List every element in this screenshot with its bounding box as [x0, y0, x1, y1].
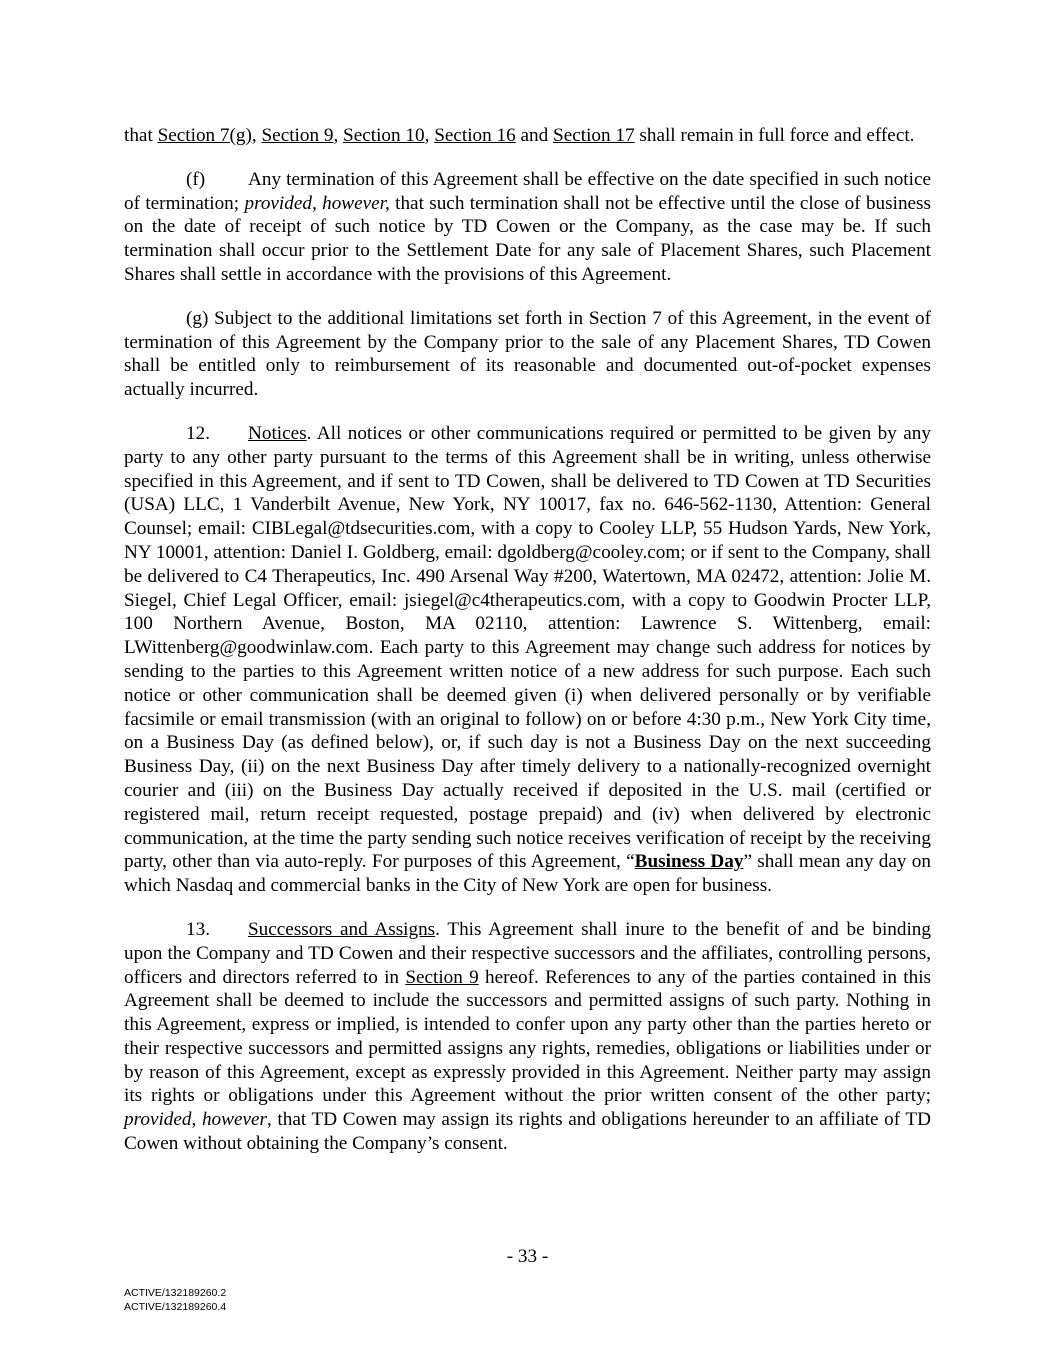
paragraph-label: (f)	[186, 168, 206, 190]
section-reference: Section 9	[261, 125, 334, 146]
section-heading: Successors and Assigns	[248, 918, 436, 940]
section-reference: Section 17	[553, 125, 635, 146]
paragraph-g: (g) Subject to the additional limitations set forth in Section 7 of this Agreement, in the event of termination of this Agreement by the Company prior to the sale of any Placement Shares, TD Cowen shall be entitled only to reimbursement of its reasonable and documented out-of-pocket expenses actually incurred.	[124, 307, 931, 401]
document-id: ACTIVE/132189260.4	[124, 1301, 227, 1313]
section-number: 13.	[186, 918, 210, 940]
section-heading: Notices	[248, 422, 307, 444]
section-reference: Section 7(g)	[157, 125, 252, 146]
continuation-paragraph: that Section 7(g), Section 9, Section 10, Section 16 and Section 17 shall remain in full force and effect.	[124, 125, 915, 146]
section-reference: Section 16	[434, 125, 516, 146]
section-reference: Section 10	[343, 125, 425, 146]
paragraph-f: (f) Any termination of this Agreement shall be effective on the date specified in such notice of termination; provided, however, that such termination shall not be effective until the close of business on the date of receipt of such notice by TD Cowen or the Company, as the case may be. If such termination shall occur prior to the Settlement Date for any sale of Placement Shares, such Placement Shares shall settle in accordance with the provisions of this Agreement.	[124, 168, 931, 285]
section-number: 12.	[186, 422, 210, 444]
page-number: - 33 -	[506, 1246, 549, 1267]
section-12-notices: 12. Notices. All notices or other communications required or permitted to be given by any party to any other party pursuant to the terms of this Agreement shall be in writing, unless otherwise specified in this Agreement, and if sent to TD Cowen, shall be delivered to TD Cowen at TD Securities (USA) LLC, 1 Vanderbilt Avenue, New York, NY 10017, fax no. 646-562-1130, Attention: General Counsel; email: CIBLegal@tdsecurities.com, with a copy to Cooley LLP, 55 Hudson Yards, New York, NY 10001, attention: Daniel I. Goldberg, email: dgoldberg@cooley.com; or if sent to the Company, shall be delivered to C4 Therapeutics, Inc. 490 Arsenal Way #200, Watertown, MA 02472, attention: Jolie M. Siegel, Chief Legal Officer, email: jsiegel@c4therapeutics.com, with a copy to Goodwin Procter LLP, 100 Northern Avenue, Boston, MA 02110, attention: Lawrence S. Wittenberg, email: LWittenberg@goodwinlaw.com. Each party to this Agreement may change such address for notices by sending to the parties to this Agreement written notice of a new address for such purpose. Each such notice or other communication shall be deemed given (i) when delivered personally or by verifiable facsimile or email transmission (with an original to follow) on or before 4:30 p.m., New York City time, on a Business Day (as defined below), or, if such day is not a Business Day on the next succeeding Business Day, (ii) on the next Business Day after timely delivery to a nationally-recognized overnight courier and (iii) on the Business Day actually received if deposited in the U.S. mail (certified or registered mail, return receipt requested, postage prepaid) and (iv) when delivered by electronic communication, at the time the party sending such notice receives verification of receipt by the receiving party, other than via auto-reply. For purposes of this Agreement, “Business Day” shall mean any day on which Nasdaq and commercial banks in the City of New York are open for business.	[124, 422, 931, 897]
document-body	[124, 124, 931, 1176]
section-13-successors: 13. Successors and Assigns. This Agreement shall inure to the benefit of and be binding upon the Company and TD Cowen and their respective successors and the affiliates, controlling persons, officers and directors referred to in Section 9 hereof. References to any of the parties contained in this Agreement shall be deemed to include the successors and permitted assigns of such party. Nothing in this Agreement, express or implied, is intended to confer upon any party other than the parties hereto or their respective successors and permitted assigns any rights, remedies, obligations or liabilities under or by reason of this Agreement, except as expressly provided in this Agreement. Neither party may assign its rights or obligations under this Agreement without the prior written consent of the other party; provided, however, that TD Cowen may assign its rights and obligations hereunder to an affiliate of TD Cowen without obtaining the Company’s consent.	[124, 918, 931, 1155]
document-id: ACTIVE/132189260.2	[124, 1287, 227, 1299]
section-reference: Section 9	[405, 966, 479, 988]
defined-term: Business Day	[634, 851, 744, 873]
